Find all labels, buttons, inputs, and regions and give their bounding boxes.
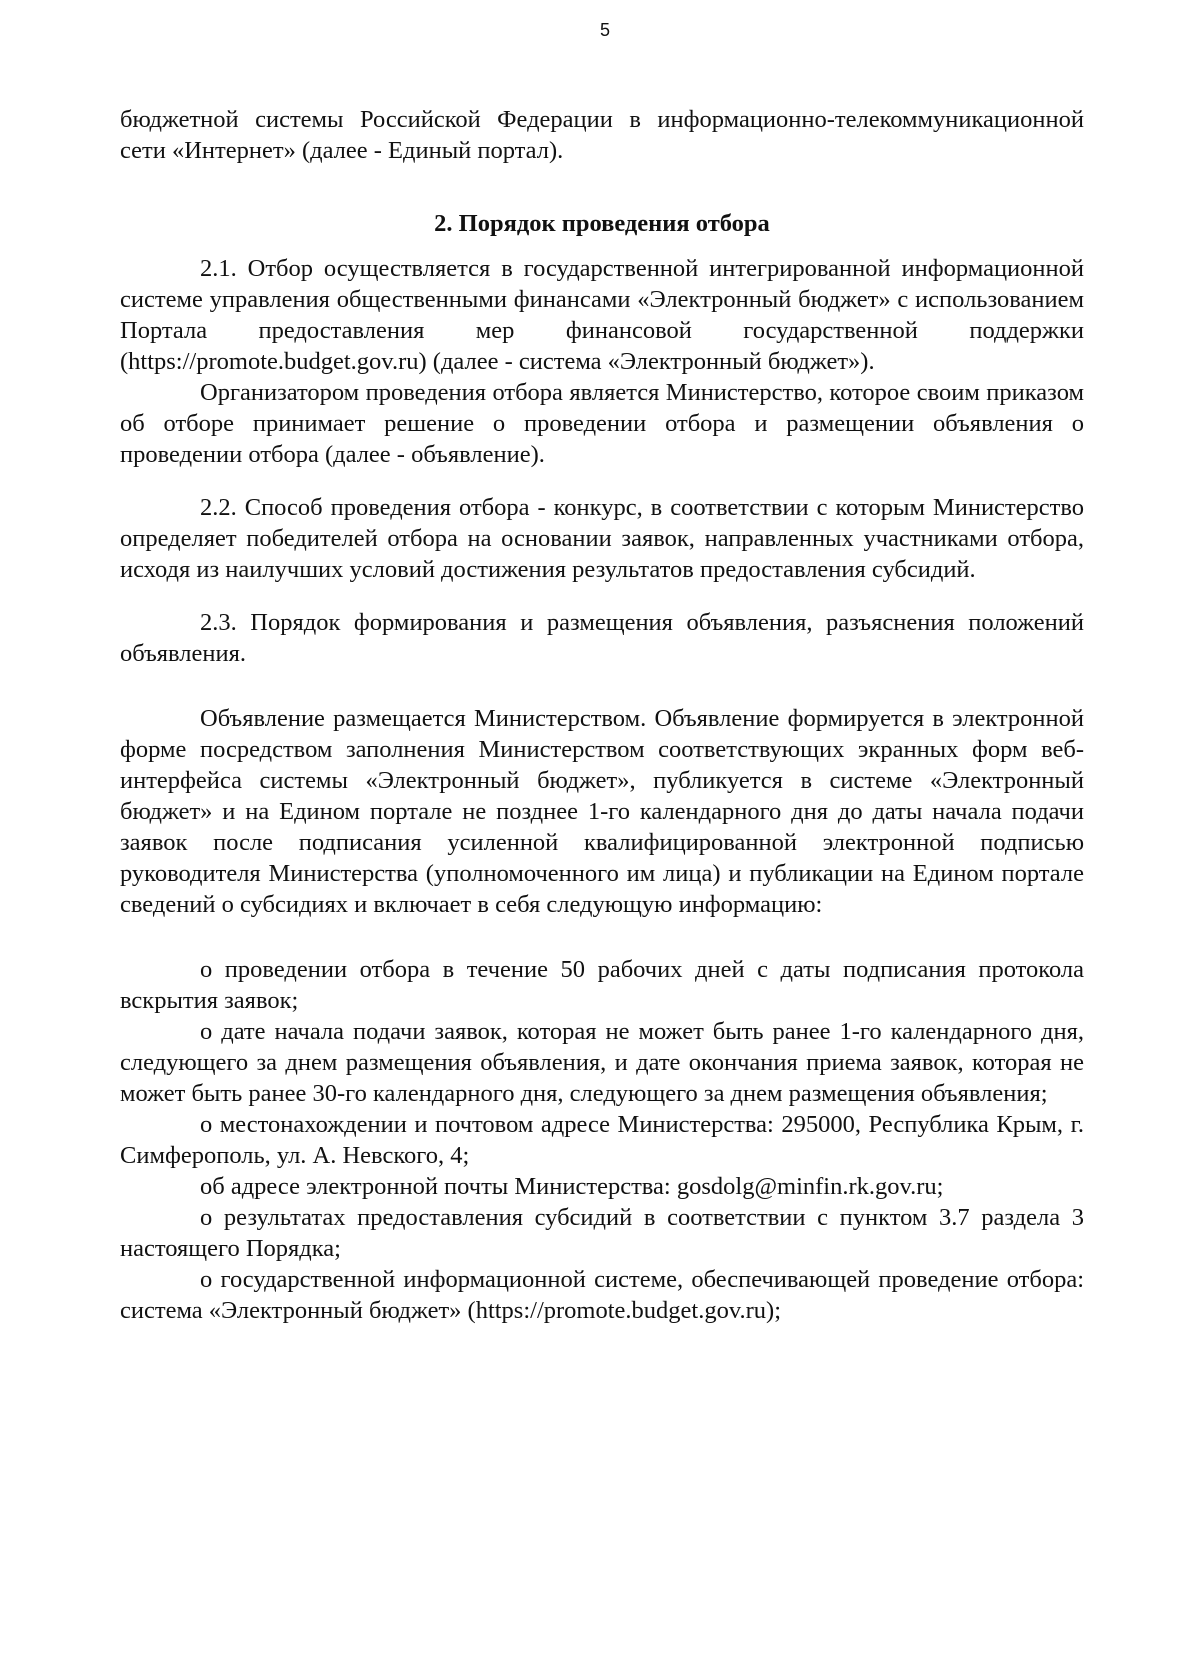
list-item-period: о проведении отбора в течение 50 рабочих дней с даты подписания протокола вскрытия заявок;	[120, 956, 1084, 1014]
list-item-address: о местонахождении и почтовом адресе Министерства: 295000, Республика Крым, г. Симферополь, ул. А. Невского, 4;	[120, 1111, 1084, 1169]
list-item-email: об адресе электронной почты Министерства: gosdolg@minfin.rk.gov.ru;	[200, 1173, 944, 1200]
document-body	[120, 104, 1084, 1326]
section-heading: 2. Порядок проведения отбора	[434, 210, 770, 237]
page-number: 5	[599, 20, 610, 40]
list-item-dates: о дате начала подачи заявок, которая не может быть ранее 1-го календарного дня, следующего за днем размещения объявления, и дате окончания приема заявок, которая не может быть ранее 30-го календарного дня, следующего за днем размещения объявления;	[120, 1018, 1084, 1107]
paragraph-2-3: 2.3. Порядок формирования и размещения объявления, разъяснения положений объявления.	[120, 609, 1084, 667]
list-item-system: о государственной информационной системе, обеспечивающей проведение отбора: система «Электронный бюджет» (https://promote.budget.gov.ru);	[120, 1266, 1084, 1324]
paragraph-continuation: бюджетной системы Российской Федерации в информационно-телекоммуникационной сети «Интернет» (далее - Единый портал).	[120, 106, 1084, 164]
paragraph-2-2: 2.2. Способ проведения отбора - конкурс, в соответствии с которым Министерство определяет победителей отбора на основании заявок, направленных участниками отбора, исходя из наилучших условий достижения результатов предоставления субсидий.	[120, 494, 1084, 583]
paragraph-announcement: Объявление размещается Министерством. Объявление формируется в электронной форме посредством заполнения Министерством соответствующих экранных форм веб-интерфейса системы «Электронный бюджет», публикуется в системе «Электронный бюджет» и на Едином портале не позднее 1-го календарного дня до даты начала подачи заявок после подписания усиленной квалифицированной электронной подписью руководителя Министерства (уполномоченного им лица) и публикации на Едином портале сведений о субсидиях и включает в себя следующую информацию:	[120, 705, 1084, 918]
paragraph-organizer: Организатором проведения отбора является Министерство, которое своим приказом об отборе принимает решение о проведении отбора и размещении объявления о проведении отбора (далее - объявление).	[120, 379, 1084, 468]
list-item-results: о результатах предоставления субсидий в соответствии с пунктом 3.7 раздела 3 настоящего Порядка;	[120, 1204, 1084, 1262]
paragraph-2-1: 2.1. Отбор осуществляется в государственной интегрированной информационной системе управления общественными финансами «Электронный бюджет» с использованием Портала предоставления мер финансовой государственной поддержки (https://promote.budget.gov.ru) (далее - система «Электронный бюджет»).	[120, 255, 1084, 375]
